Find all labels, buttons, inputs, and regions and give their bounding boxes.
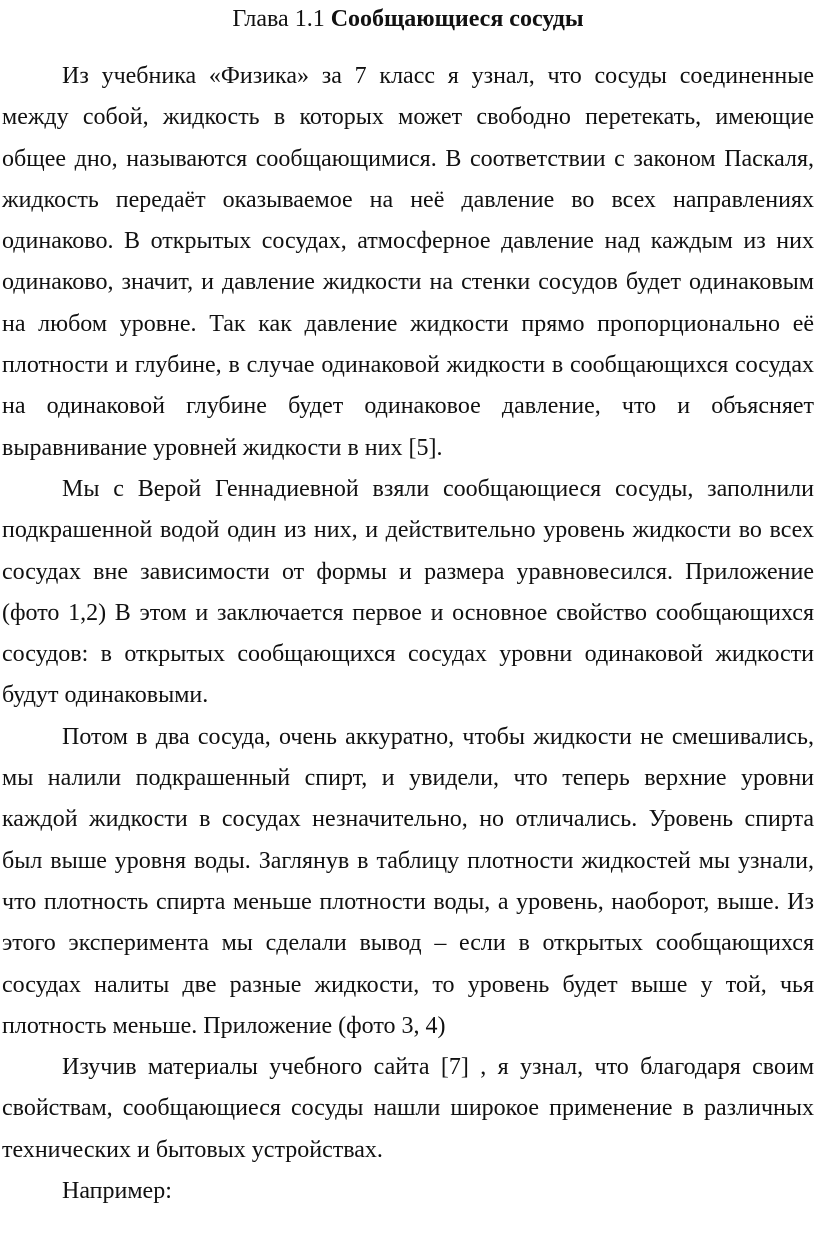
chapter-title: Сообщающиеся сосуды [330,6,584,32]
chapter-number: Глава 1.1 [232,6,325,32]
paragraph-definition: Из учебника «Физика» за 7 класс я узнал, что сосуды соединенные между собой, жидкость в которых может свободно перетекать, имеющие общее дно, называются сообщающимися. В соответствии с законом Паскаля, жидкость передаёт оказываемое на неё давление во всех направлениях одинаково. В открытых сосудах, атмосферное давление над каждым из них одинаково, значит, и давление жидкости на стенки сосудов будет одинаковым на любом уровне. Так как давление жидкости прямо пропорционально её плотности и глубине, в случае одинаковой жидкости в сообщающихся сосудах на одинаковой глубине будет одинаковое давление, что и объясняет выравнивание уровней жидкости в них [5]. [2,63,814,461]
paragraph-applications: Изучив материалы учебного сайта [7] , я узнал, что благодаря своим свойствам, сообщающиеся сосуды нашли широкое применение в различных технических и бытовых устройствах. [2,1054,814,1163]
paragraph-example-lead: Например: [62,1178,172,1205]
paragraph-experiment-water: Мы с Верой Геннадиевной взяли сообщающиеся сосуды, заполнили подкрашенной водой один из них, и действительно уровень жидкости во всех сосудах вне зависимости от формы и размера уравновесился. Приложение (фото 1,2) В этом и заключается первое и основное свойство сообщающихся сосудов: в открытых сообщающихся сосудах уровни одинаковой жидкости будут одинаковыми. [2,475,814,709]
paragraph-experiment-alcohol: Потом в два сосуда, очень аккуратно, чтобы жидкости не смешивались, мы налили подкрашенный спирт, и увидели, что теперь верхние уровни каждой жидкости в сосудах незначительно, но отличались. Уровень спирта был выше уровня воды. Заглянув в таблицу плотности жидкостей мы узнали, что плотность спирта меньше плотности воды, а уровень, наоборот, выше. Из этого эксперимента мы сделали вывод – если в открытых сообщающихся сосудах налиты две разные жидкости, то уровень будет выше у той, чья плотность меньше. Приложение (фото 3, 4) [2,723,814,1039]
chapter-heading [2,0,814,36]
